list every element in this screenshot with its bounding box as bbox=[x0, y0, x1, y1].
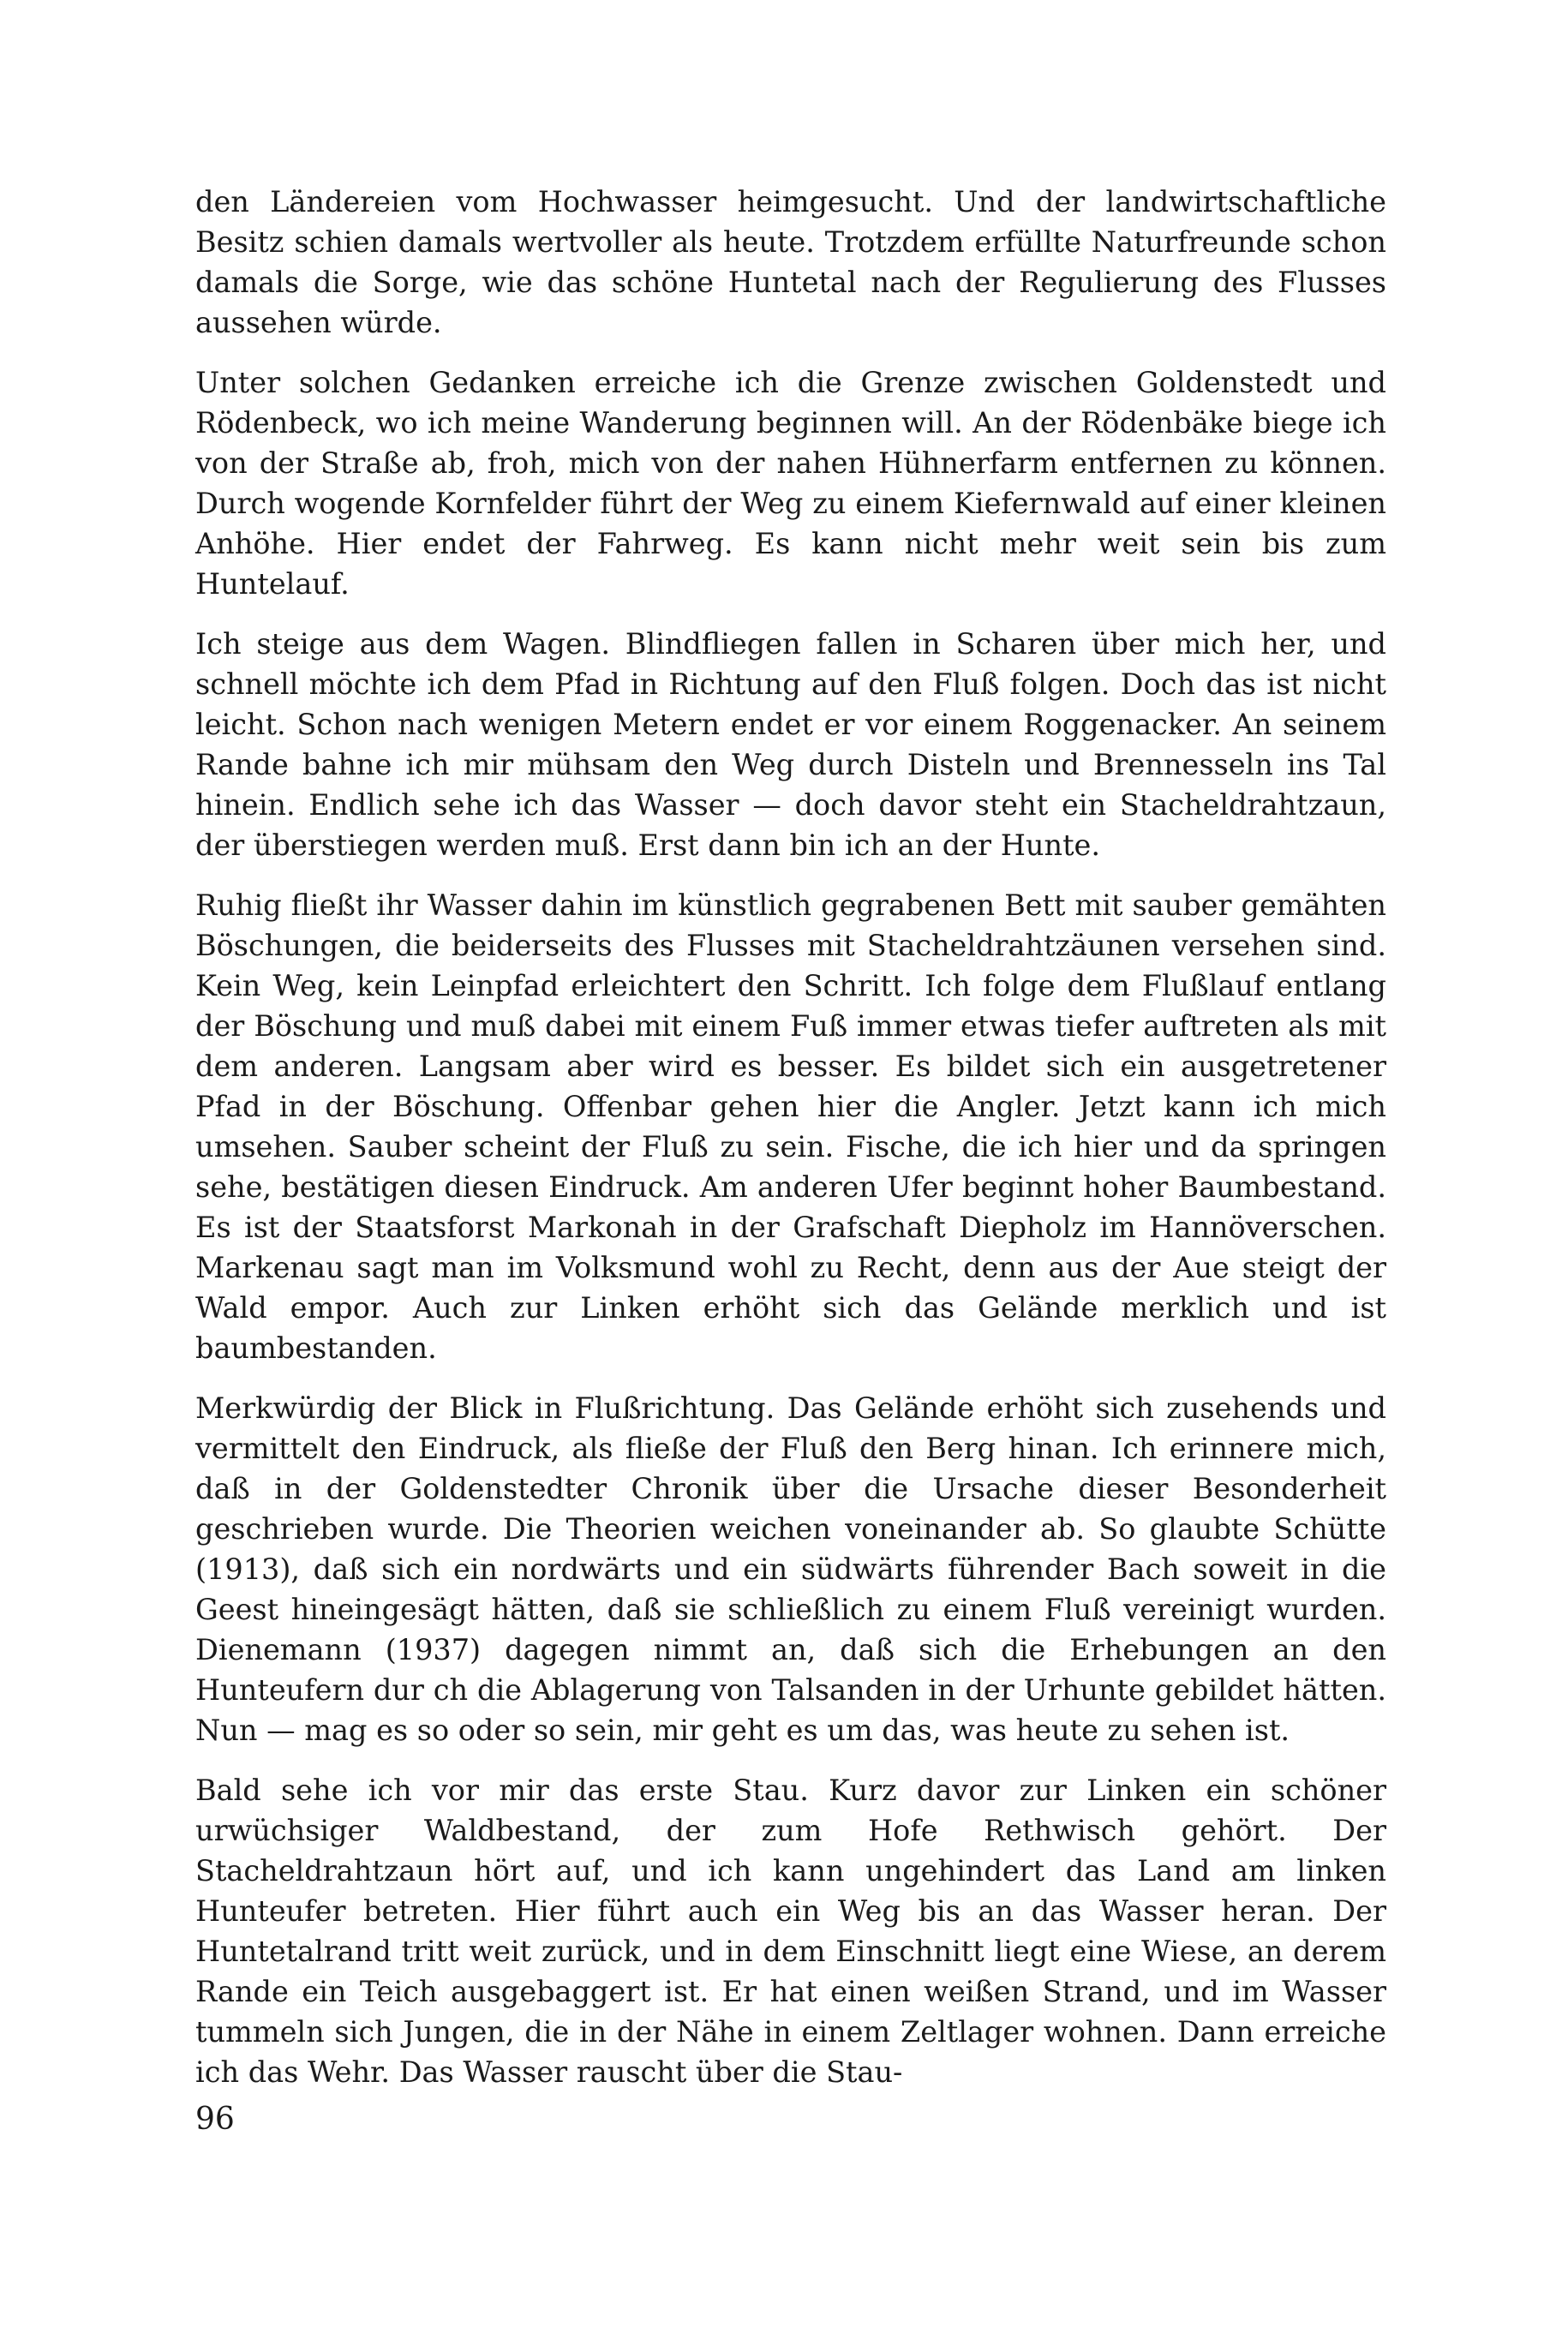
body-text bbox=[195, 182, 1386, 2112]
paragraph-4: Ruhig fließt ihr Wasser dahin im künstlich gegrabenen Bett mit sauber gemähten Böschungen, die beiderseits des Flusses mit Stacheldrahtzäunen versehen sind. Kein Weg, kein Leinpfad erleichtert den Schritt. Ich folge dem Flußlauf entlang der Böschung und muß dabei mit einem Fuß immer etwas tiefer auftreten als mit dem anderen. Langsam aber wird es besser. Es bildet sich ein ausgetretener Pfad in der Böschung. Offenbar gehen hier die Angler. Jetzt kann ich mich umsehen. Sauber scheint der Fluß zu sein. Fische, die ich hier und da springen sehe, bestätigen diesen Eindruck. Am anderen Ufer beginnt hoher Baumbestand. Es ist der Staatsforst Markonah in der Grafschaft Diepholz im Hannöverschen. Markenau sagt man im Volksmund wohl zu Recht, denn aus der Aue steigt der Wald empor. Auch zur Linken erhöht sich das Gelände merklich und ist baumbestanden. bbox=[195, 888, 1386, 1365]
paragraph-2: Unter solchen Gedanken erreiche ich die Grenze zwischen Goldenstedt und Rödenbeck, wo ich meine Wanderung beginnen will. An der Rödenbäke biege ich von der Straße ab, froh, mich von der nahen Hühnerfarm entfernen zu können. Durch wogende Kornfelder führt der Weg zu einem Kiefernwald auf einer kleinen Anhöhe. Hier endet der Fahrweg. Es kann nicht mehr weit sein bis zum Huntelauf. bbox=[195, 366, 1386, 601]
paragraph-1: den Ländereien vom Hochwasser heimgesucht. Und der landwirtschaftliche Besitz schien damals wertvoller als heute. Trotzdem erfüllte Naturfreunde schon damals die Sorge, wie das schöne Huntetal nach der Regulierung des Flusses aussehen würde. bbox=[195, 185, 1386, 339]
paragraph-3: Ich steige aus dem Wagen. Blindfliegen fallen in Scharen über mich her, und schnell möchte ich dem Pfad in Richtung auf den Fluß folgen. Doch das ist nicht leicht. Schon nach wenigen Metern endet er vor einem Roggenacker. An seinem Rande bahne ich mir mühsam den Weg durch Disteln und Brennesseln ins Tal hinein. Endlich sehe ich das Wasser — doch davor steht ein Stacheldrahtzaun, der überstiegen werden muß. Erst dann bin ich an der Hunte. bbox=[195, 627, 1386, 862]
paragraph-5: Merkwürdig der Blick in Flußrichtung. Das Gelände erhöht sich zusehends und vermittelt den Eindruck, als fließe der Fluß den Berg hinan. Ich erinnere mich, daß in der Goldenstedter Chronik über die Ursache dieser Besonderheit geschrieben wurde. Die Theorien weichen voneinander ab. So glaubte Schütte (1913), daß sich ein nordwärts und ein südwärts führender Bach soweit in die Geest hineingesägt hätten, daß sie schließlich zu einem Fluß vereinigt wurden. Dienemann (1937) dagegen nimmt an, daß sich die Erhebungen an den Hunteufern dur ch die Ablagerung von Talsanden in der Urhunte gebildet hätten. Nun — mag es so oder so sein, mir geht es um das, was heute zu sehen ist. bbox=[195, 1391, 1386, 1747]
paragraph-6: Bald sehe ich vor mir das erste Stau. Kurz davor zur Linken ein schöner urwüchsiger Waldbestand, der zum Hofe Rethwisch gehört. Der Stacheldrahtzaun hört auf, und ich kann ungehindert das Land am linken Hunteufer betreten. Hier führt auch ein Weg bis an das Wasser heran. Der Huntetalrand tritt weit zurück, und in dem Einschnitt liegt eine Wiese, an derem Rande ein Teich ausgebaggert ist. Er hat einen weißen Strand, und im Wasser tummeln sich Jungen, die in der Nähe in einem Zeltlager wohnen. Dann erreiche ich das Wehr. Das Wasser rauscht über die Stau- bbox=[195, 1774, 1386, 2089]
page-number: 96 bbox=[195, 2102, 235, 2137]
